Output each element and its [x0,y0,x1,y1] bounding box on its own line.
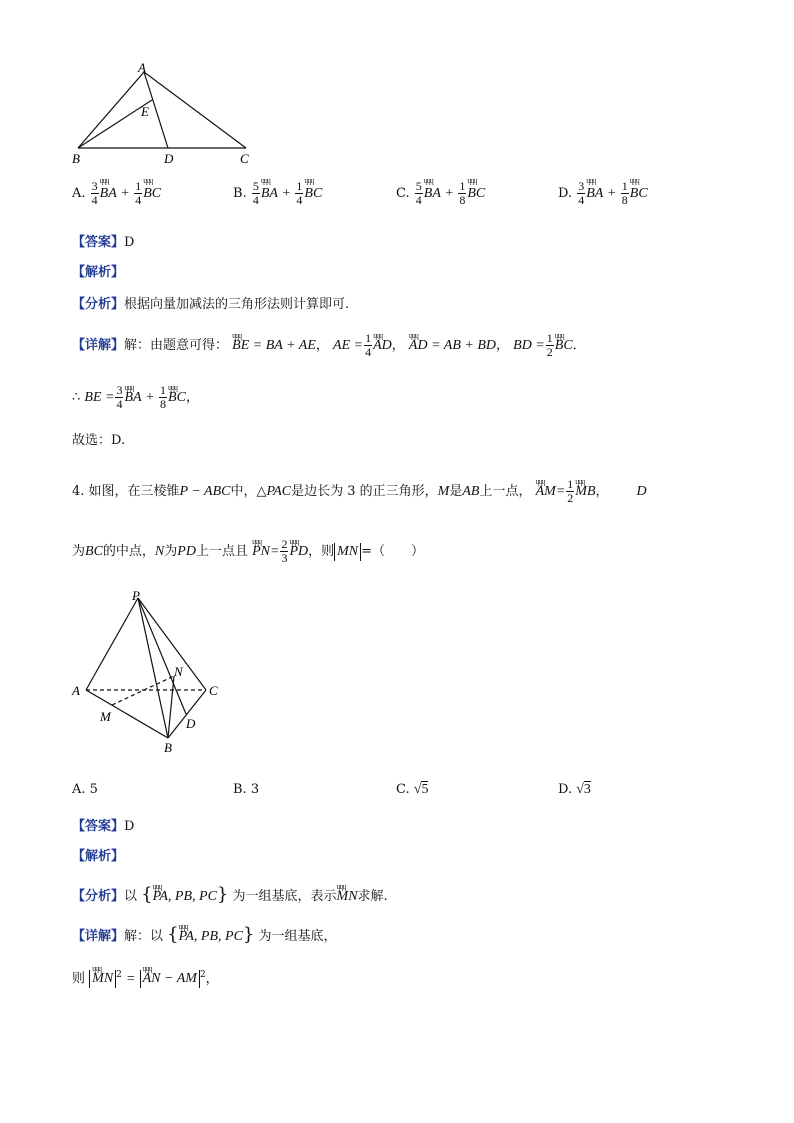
q4-answer: 【答案】D [72,819,135,834]
label-B: B [164,740,172,755]
q4-fenxi: 【分析】以 {ɥɥɥ PA, PB, PC} 为一组基底，表示ɥɥɥ MN求解. [72,886,388,906]
q3-analysis-heading: 【解析】 [72,265,125,280]
q4-statement-line2: 为BC的中点，N为PD上一点且 ɥɥɥ PN= $\frac{2}{3}$ ɥɥɥ PD，则 MN =（ ） [72,538,424,565]
q4-statement-line1: 4. 如图，在三棱锥P − ABC中，△PAC是边长为 3 的正三角形，M是AB上一点， ɥɥɥ AM= $\frac{1}{2}$ ɥɥɥ MB， D [72,478,647,505]
label-D: D [186,716,196,731]
q3-choose: 故选：D. [72,433,126,448]
q4-step: 则 ɥɥɥ MN $^2$ = ɥɥɥ AN − AM $^2$， [72,966,219,988]
label-M: M [100,709,111,724]
edge-AC [144,72,246,148]
q4-option-d[interactable]: D. √3 [558,782,591,797]
label-N: N [174,664,183,679]
triangle-figure [68,60,268,168]
label-E: E [141,104,149,119]
label-C: C [240,151,249,166]
q3-xiangjie: 【详解】解：由题意可得： ɥɥɥ BE = BA + AE， AE = $\frac{1}{4}$ ɥɥɥ AD， ɥɥɥ AD = AB + BD， BD = $\frac{1}{2}$ ɥɥɥ BC． [72,332,586,359]
label-P: P [132,588,140,603]
tetrahedron-figure [68,588,228,758]
q4-xiangjie: 【详解】解：以 {ɥɥɥ PA, PB, PC} 为一组基底， [72,926,337,946]
label-C: C [209,683,218,698]
option-b[interactable]: B. $\frac{5}{4}$ ɥɥɥ BA + $\frac{1}{4}$ ɥɥɥ BC [233,180,322,207]
label-A: A [138,60,146,75]
q3-answer: 【答案】D [72,235,135,250]
edge-AB [78,72,144,148]
q4-option-b[interactable]: B. 3 [233,782,260,797]
q4-analysis-heading: 【解析】 [72,849,125,864]
q4-option-a[interactable]: A. 5 [72,782,98,797]
q4-option-c[interactable]: C. √5 [396,782,429,797]
option-a[interactable]: A. $\frac{3}{4}$ ɥɥɥ BA + $\frac{1}{4}$ ɥɥɥ BC [72,180,161,207]
option-c[interactable]: C. $\frac{5}{4}$ ɥɥɥ BA + $\frac{1}{8}$ ɥɥɥ BC [396,180,485,207]
label-A: A [72,683,80,698]
label-B: B [72,151,80,166]
option-d[interactable]: D. $\frac{3}{4}$ ɥɥɥ BA + $\frac{1}{8}$ ɥɥɥ BC [558,180,648,207]
q3-fenxi: 【分析】根据向量加减法的三角形法则计算即可. [72,297,350,312]
q3-conclusion: ∴ BE = $\frac{3}{4}$ ɥɥɥ BA + $\frac{1}{8}$ ɥɥɥ BC， [72,384,199,411]
label-D: D [164,151,174,166]
